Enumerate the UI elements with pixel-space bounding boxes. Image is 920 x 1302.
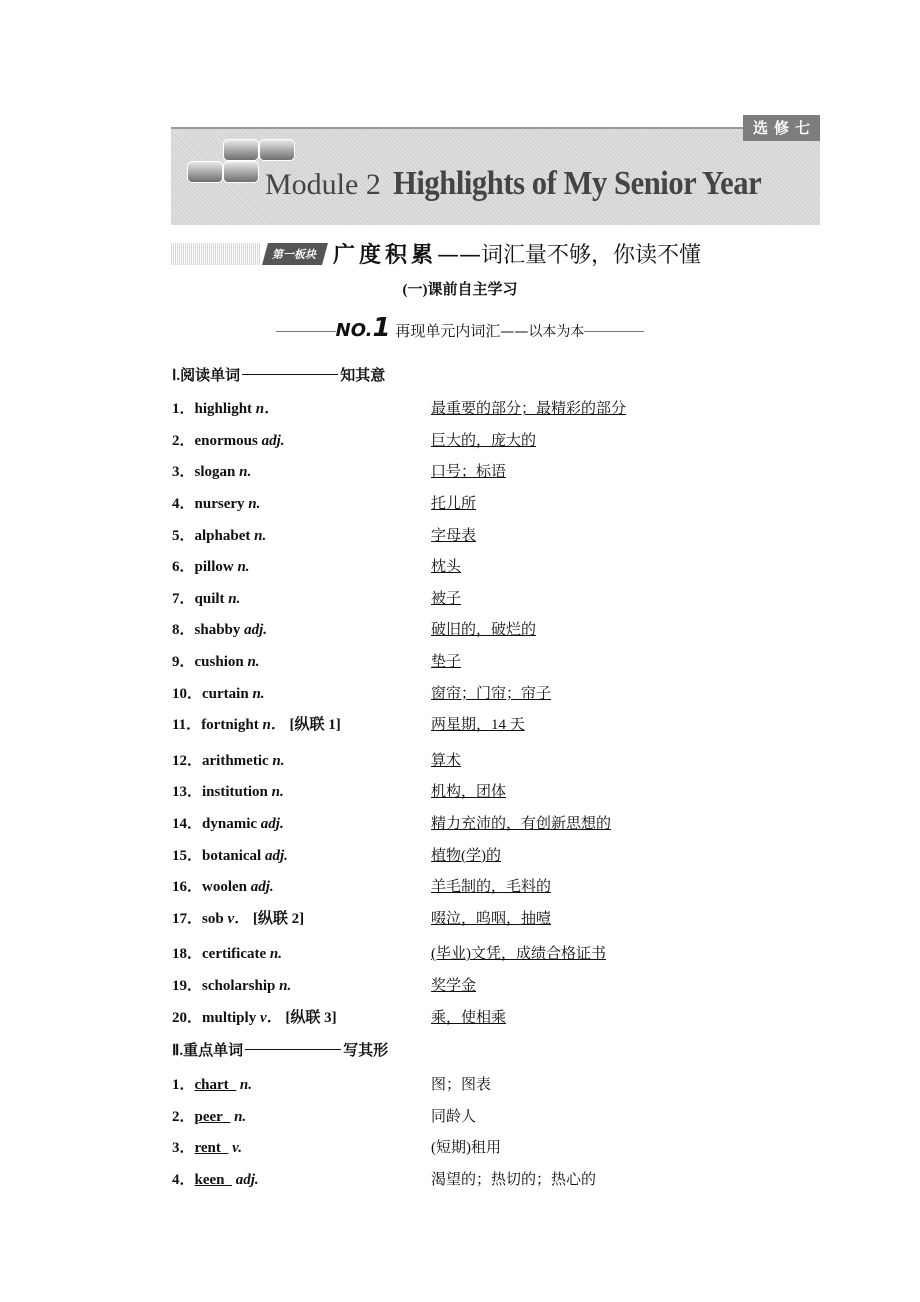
meaning: 植物(学)的: [431, 847, 501, 864]
part-of-speech: adj.: [261, 432, 285, 449]
cross-ref: [纵联 1]: [289, 717, 341, 734]
answer-word: keen: [194, 1171, 225, 1188]
word-cell: [172, 974, 431, 995]
item-number: 14．: [172, 816, 203, 833]
item-number: 18．: [172, 946, 203, 963]
list-item: [172, 613, 772, 645]
word-cell: [172, 555, 431, 576]
meaning: 枕头: [431, 559, 462, 576]
list-item: [172, 582, 772, 614]
list-item: [172, 838, 772, 870]
item-number: 1．: [172, 401, 195, 418]
word: enormous: [194, 432, 258, 449]
part-of-speech: adj.: [264, 847, 288, 864]
word-cell: [172, 682, 431, 703]
word-cell: [172, 650, 431, 671]
meaning: 托儿所: [431, 496, 477, 513]
part-of-speech: adj.: [260, 816, 284, 833]
meaning: 奖学金: [431, 977, 477, 994]
word-cell: [172, 397, 431, 418]
word-cell: [172, 524, 431, 545]
part-of-speech: n.: [239, 1077, 253, 1094]
item-number: 6．: [172, 559, 195, 576]
list-item: [172, 676, 772, 708]
part-of-speech: n.: [237, 559, 250, 576]
meaning: (毕业)文凭，成绩合格证书: [431, 946, 606, 963]
word-cell: [172, 875, 431, 896]
word-cell: [172, 1105, 431, 1126]
word: fortnight: [201, 717, 259, 734]
word-cell: [172, 907, 431, 928]
volume-tag: 选修七: [743, 115, 820, 141]
item-number: 7．: [172, 590, 195, 607]
list-item: [172, 1163, 772, 1195]
word: woolen: [202, 879, 248, 896]
word: pillow: [194, 559, 234, 576]
part-of-speech: n.: [279, 977, 292, 994]
meaning: 最重要的部分；最精彩的部分: [431, 401, 627, 418]
part-of-speech: n.: [248, 496, 261, 513]
part2-items: [172, 1068, 772, 1194]
meaning: 破旧的，破烂的: [431, 622, 537, 639]
meaning: 口号；标语: [431, 464, 507, 481]
section-heading: [171, 238, 701, 269]
word: certificate: [202, 946, 267, 963]
part-of-speech: n．: [255, 401, 280, 418]
module-title: [265, 165, 802, 203]
meaning: 窗帘；门帘；帘子: [431, 685, 552, 702]
part-of-speech: adj.: [250, 879, 274, 896]
meaning: 垫子: [431, 654, 462, 671]
list-item: [172, 870, 772, 902]
answer-word: peer: [194, 1108, 223, 1125]
meaning: 字母表: [431, 527, 477, 544]
word: multiply: [202, 1009, 257, 1026]
no-number: 1: [372, 313, 391, 343]
item-number: 13．: [172, 784, 203, 801]
vocab-list: [172, 356, 772, 1194]
list-item: [172, 1099, 772, 1131]
part1-heading: Ⅰ.阅读单词 知其意: [172, 367, 386, 384]
list-item: [172, 550, 772, 582]
list-item: [172, 807, 772, 839]
word-cell: [172, 780, 431, 801]
word: dynamic: [202, 816, 258, 833]
meaning: 啜泣，呜咽，抽噎: [431, 910, 552, 927]
list-item: [172, 1131, 772, 1163]
part-of-speech: n．: [262, 717, 286, 734]
section-pill: 第一板块: [262, 243, 328, 265]
item-number: 19．: [172, 977, 203, 994]
item-number: 9．: [172, 654, 195, 671]
word-cell: [172, 460, 431, 481]
meaning: 机构，团体: [431, 784, 507, 801]
no-label: NO.: [335, 320, 373, 341]
word-cell: [172, 429, 431, 450]
part-of-speech: n.: [239, 464, 252, 481]
meaning: 乘，使相乘: [431, 1009, 507, 1026]
part-of-speech: n.: [228, 590, 241, 607]
cross-ref: [纵联 3]: [285, 1009, 337, 1026]
item-number: 4．: [172, 1171, 195, 1188]
subtitle: (一)课前自主学习: [402, 282, 518, 298]
module-number: Module 2: [265, 168, 381, 201]
item-number: 15．: [172, 847, 203, 864]
module-banner: [171, 119, 820, 225]
part-of-speech: adj.: [244, 622, 268, 639]
list-item: [172, 1000, 772, 1032]
word: cushion: [194, 654, 244, 671]
list-item: [172, 1068, 772, 1100]
meaning: 同龄人: [431, 1108, 477, 1125]
part-of-speech: n.: [254, 527, 267, 544]
part-of-speech: v．: [259, 1009, 282, 1026]
item-number: 3．: [172, 464, 195, 481]
word-cell: [172, 492, 431, 513]
item-number: 16．: [172, 879, 203, 896]
word: quilt: [194, 590, 225, 607]
no1-heading: [0, 313, 920, 343]
list-item: [172, 455, 772, 487]
list-item: [172, 424, 772, 456]
list-item: [172, 775, 772, 807]
dot-pattern: [171, 243, 261, 265]
list-item: [172, 645, 772, 677]
word: slogan: [194, 464, 236, 481]
list-item: [172, 518, 772, 550]
part-of-speech: n.: [247, 654, 260, 671]
list-item: [172, 902, 772, 934]
part1-items: [172, 392, 772, 1032]
part2-heading: Ⅱ.重点单词 写其形: [172, 1043, 389, 1060]
word: institution: [202, 784, 268, 801]
item-number: 11．: [172, 717, 202, 734]
part-of-speech: n.: [269, 946, 282, 963]
item-number: 20．: [172, 1009, 203, 1026]
part-of-speech: n.: [272, 752, 285, 769]
word: arithmetic: [202, 752, 269, 769]
item-number: 4．: [172, 496, 195, 513]
word-cell: [172, 942, 431, 963]
meaning: 精力充沛的，有创新思想的: [431, 816, 612, 833]
list-item: [172, 937, 772, 969]
meaning: 羊毛制的，毛料的: [431, 879, 552, 896]
list-item: [172, 392, 772, 424]
list-item: [172, 487, 772, 519]
meaning: 算术: [431, 752, 462, 769]
list-item: [172, 744, 772, 776]
word-cell: [172, 1136, 431, 1157]
answer-word: chart: [194, 1077, 229, 1094]
item-number: 17．: [172, 910, 203, 927]
word: nursery: [194, 496, 245, 513]
word-cell: [172, 618, 431, 639]
part-of-speech: n.: [271, 784, 284, 801]
meaning: 渴望的；热切的；热心的: [431, 1171, 597, 1188]
item-number: 10．: [172, 685, 203, 702]
part-of-speech: n.: [234, 1108, 247, 1125]
word-cell: [172, 713, 431, 734]
word-cell: [172, 587, 431, 608]
word-cell: [172, 1168, 431, 1189]
word: shabby: [194, 622, 241, 639]
word: curtain: [202, 685, 249, 702]
no1-note: ——以本为本: [500, 324, 585, 340]
item-number: 2．: [172, 432, 195, 449]
part-of-speech: adj.: [235, 1171, 259, 1188]
part-of-speech: n.: [252, 685, 265, 702]
meaning: 图；图表: [431, 1077, 492, 1094]
section-title-rest: ——词汇量不够，你读不懂: [437, 243, 702, 268]
cross-ref: [纵联 2]: [252, 910, 305, 927]
part-of-speech: v.: [232, 1140, 243, 1157]
meaning: 被子: [431, 590, 462, 607]
answer-word: rent: [194, 1140, 221, 1157]
list-item: [172, 969, 772, 1001]
item-number: 8．: [172, 622, 195, 639]
word: sob: [202, 910, 224, 927]
item-number: 3．: [172, 1140, 195, 1157]
meaning: (短期)租用: [431, 1140, 501, 1157]
item-number: 2．: [172, 1108, 195, 1125]
list-item: [172, 708, 772, 740]
module-name: Highlights of My Senior Year: [392, 165, 762, 202]
word: alphabet: [194, 527, 251, 544]
item-number: 12．: [172, 752, 203, 769]
word: scholarship: [202, 977, 276, 994]
section-title-bold: 广度积累: [333, 243, 438, 268]
word: botanical: [202, 847, 262, 864]
word-cell: [172, 844, 431, 865]
part-of-speech: v．: [227, 910, 250, 927]
word-cell: [172, 1073, 431, 1094]
item-number: 5．: [172, 527, 195, 544]
word-cell: [172, 749, 431, 770]
word-cell: [172, 812, 431, 833]
word-cell: [172, 1006, 431, 1027]
no1-title: 再现单元内词汇: [395, 322, 501, 340]
meaning: 巨大的，庞大的: [431, 432, 537, 449]
meaning: 两星期，14 天: [431, 717, 525, 734]
word: highlight: [194, 401, 253, 418]
item-number: 1．: [172, 1077, 195, 1094]
